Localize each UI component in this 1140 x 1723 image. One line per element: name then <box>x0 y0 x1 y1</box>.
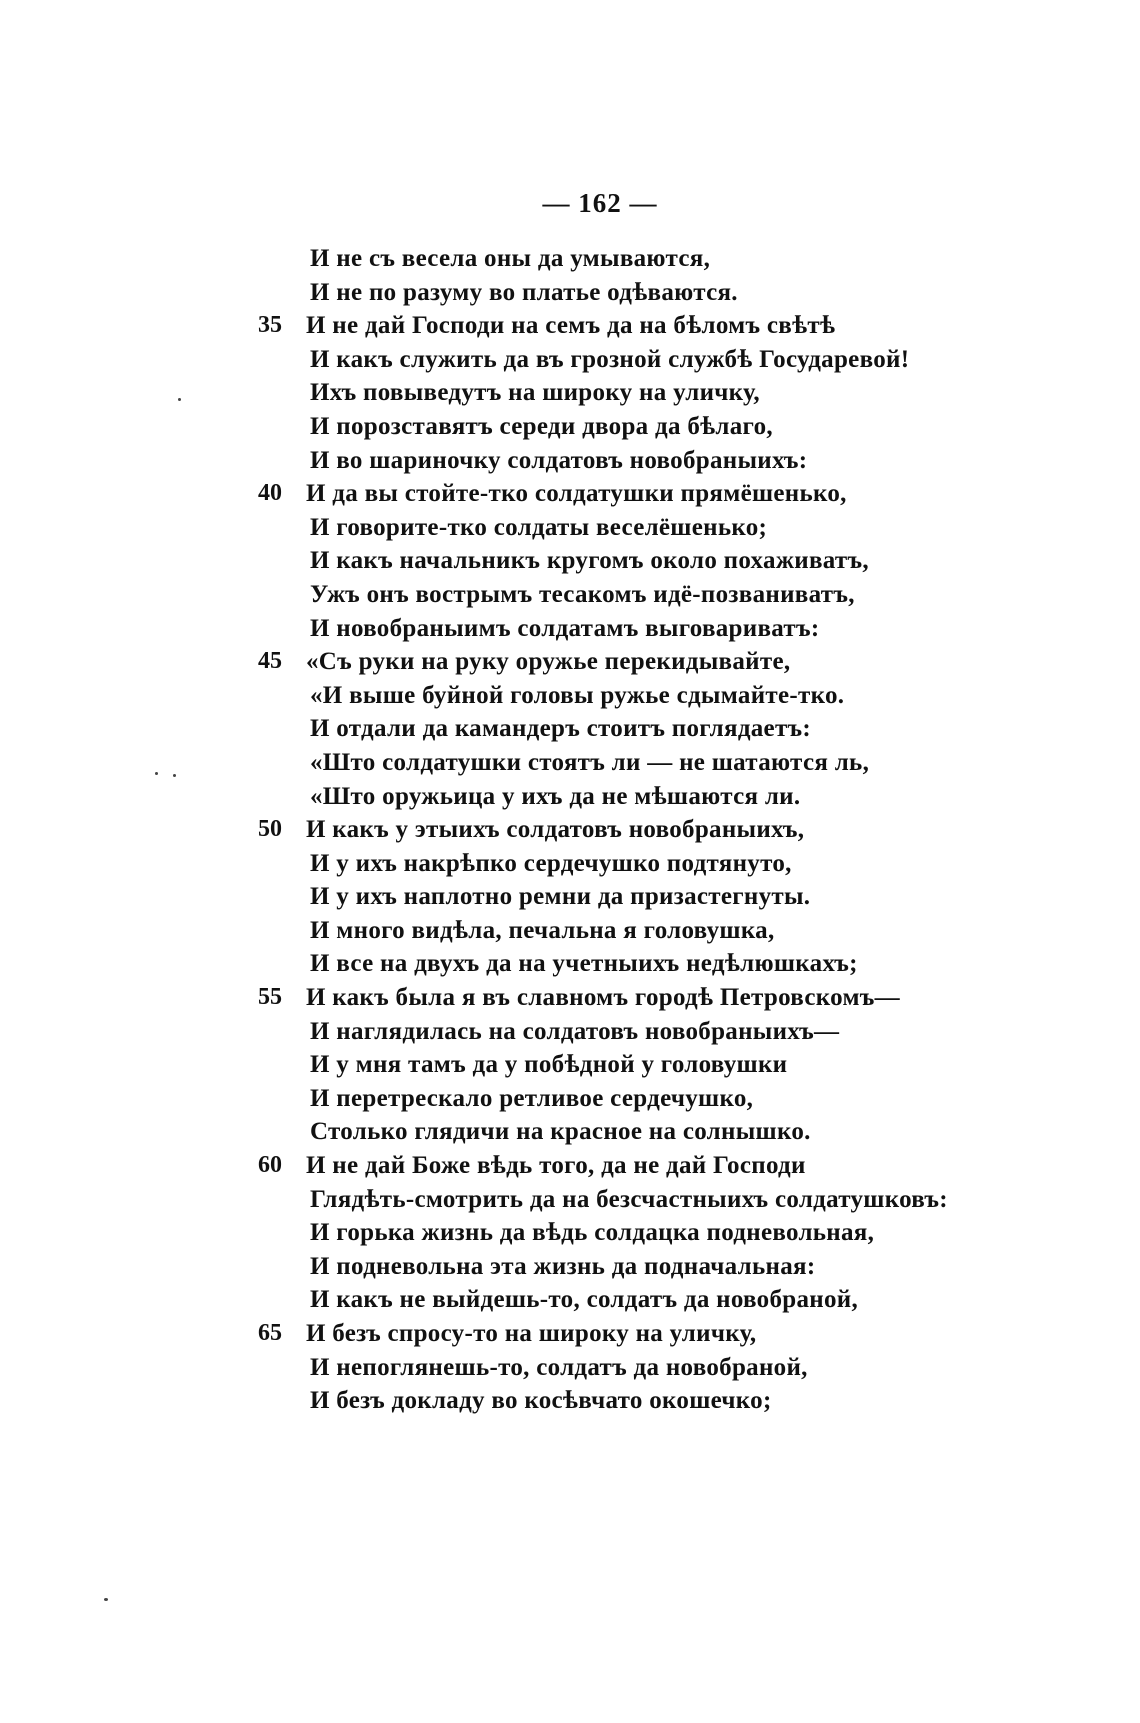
poem-line <box>258 947 1018 981</box>
poem-line <box>258 511 1018 545</box>
poem-line <box>258 1250 1018 1284</box>
line-text: И говорите-тко солдаты веселёшенько; <box>310 513 768 541</box>
poem-line <box>258 1384 1018 1418</box>
line-text: И непоглянешь-то, солдатъ да новобраной, <box>310 1353 808 1381</box>
line-number: 35 <box>258 312 282 339</box>
line-number: 55 <box>258 984 282 1011</box>
line-text: И все на двухъ да на учетныихъ недѣлюшкахъ; <box>310 950 858 978</box>
print-speck <box>178 398 181 401</box>
poem-line <box>258 544 1018 578</box>
print-speck <box>155 772 158 775</box>
line-text: И не дай Господи на семъ да на бѣломъ свѣтѣ <box>306 312 836 340</box>
line-text: И какъ не выйдешь-то, солдатъ да новобраной, <box>310 1286 859 1314</box>
line-text: Глядѣть-смотрить да на безсчастныихъ солдатушковъ: <box>310 1185 948 1213</box>
line-number: 40 <box>258 480 282 507</box>
poem-line <box>258 645 1018 679</box>
poem-lines <box>258 242 1018 1418</box>
poem-line <box>258 1351 1018 1385</box>
line-text: И не дай Боже вѣдь того, да не дай Господи <box>306 1152 806 1180</box>
line-text: «Што солдатушки стоятъ ли — не шатаются ль, <box>310 748 870 776</box>
line-text: Ужъ онъ вострымъ тесакомъ идё-позваниватъ, <box>310 580 855 608</box>
line-text: И перетрескало ретливое сердечушко, <box>310 1084 754 1112</box>
poem-line <box>258 1115 1018 1149</box>
line-text: И какъ у этыихъ солдатовъ новобраныихъ, <box>306 816 805 844</box>
line-text: И у ихъ наплотно ремни да призастегнуты. <box>310 883 811 911</box>
line-text: И безъ докладу во косѣвчато окошечко; <box>310 1387 772 1415</box>
line-text: Столько глядичи на красное на солнышко. <box>310 1118 811 1146</box>
line-number: 65 <box>258 1320 282 1346</box>
line-text: И какъ служить да въ грозной службѣ Государевой! <box>310 345 910 373</box>
line-text: И отдали да камандеръ стоитъ поглядаетъ: <box>310 715 812 743</box>
poem-line <box>258 712 1018 746</box>
poem-line <box>258 1283 1018 1317</box>
line-number: 60 <box>258 1152 282 1179</box>
line-number: 50 <box>258 816 282 843</box>
poem-line <box>258 309 1018 343</box>
poem-line <box>258 1216 1018 1250</box>
poem-line <box>258 1149 1018 1183</box>
poem-line <box>258 578 1018 612</box>
poem-line <box>258 813 1018 847</box>
line-text: И наглядилась на солдатовъ новобраныихъ— <box>310 1017 840 1045</box>
poem-line <box>258 477 1018 511</box>
line-text: И во шариночку солдатовъ новобраныихъ: <box>310 446 808 474</box>
line-text: «И выше буйной головы ружье сдымайте-тко. <box>310 681 845 709</box>
poem-line <box>258 914 1018 948</box>
poem-line <box>258 444 1018 478</box>
page-number: — 162 — <box>542 188 658 218</box>
line-text: «Што оружьица у ихъ да не мѣшаются ли. <box>310 782 801 810</box>
line-text: Ихъ повыведутъ на широку на уличку, <box>310 379 760 407</box>
line-text: И много видѣла, печальна я головушка, <box>310 916 775 944</box>
poem-line <box>258 1015 1018 1049</box>
poem-line <box>258 1317 1018 1351</box>
print-speck <box>104 1598 108 1601</box>
line-text: «Съ руки на руку оружье перекидывайте, <box>306 648 791 676</box>
poem-line <box>258 343 1018 377</box>
poem-line <box>258 1082 1018 1116</box>
line-text: И подневольна эта жизнь да подначальная: <box>310 1252 816 1280</box>
line-text: И безъ спросу-то на широку на уличку, <box>306 1320 757 1347</box>
line-text: И не по разуму во платье одѣваются. <box>310 278 738 306</box>
line-text: И какъ начальникъ кругомъ около похаживатъ, <box>310 547 869 575</box>
poem-line <box>258 276 1018 310</box>
poem-line <box>258 410 1018 444</box>
poem-line <box>258 376 1018 410</box>
poem-line <box>258 242 1018 276</box>
poem-line <box>258 1048 1018 1082</box>
line-text: И порозставятъ середи двора да бѣлаго, <box>310 412 773 440</box>
poem-line <box>258 981 1018 1015</box>
line-text: И у мня тамъ да у побѣдной у головушки <box>310 1051 788 1079</box>
line-number: 45 <box>258 648 282 675</box>
line-text: И горька жизнь да вѣдь солдацка подневольная, <box>310 1219 875 1247</box>
line-text: И новобраныимъ солдатамъ выговариватъ: <box>310 614 820 642</box>
poem-line <box>258 679 1018 713</box>
line-text: И не съ весела оны да умываются, <box>310 245 711 272</box>
poem-line <box>258 780 1018 814</box>
poem-line <box>258 746 1018 780</box>
poem-line <box>258 612 1018 646</box>
poem-line <box>258 880 1018 914</box>
poem-line <box>258 847 1018 881</box>
line-text: И да вы стойте-тко солдатушки прямёшенько, <box>306 480 847 508</box>
poem-line <box>258 1183 1018 1217</box>
print-speck <box>173 774 176 777</box>
line-text: И у ихъ накрѣпко сердечушко подтянуто, <box>310 849 792 877</box>
line-text: И какъ была я въ славномъ городѣ Петровскомъ— <box>306 984 900 1012</box>
